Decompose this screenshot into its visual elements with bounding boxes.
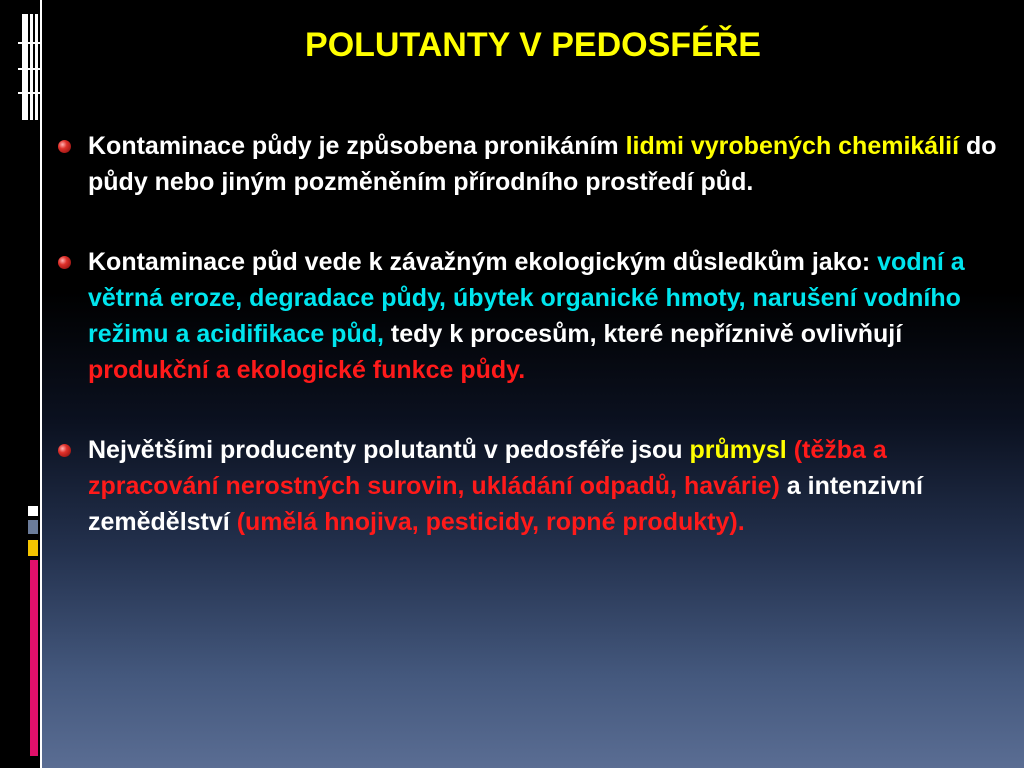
bullet-item [58,244,998,388]
bullet-item [58,432,998,540]
bullet-item [58,128,998,200]
left-divider-line [40,0,42,768]
highlighted-text: vodní a větrná eroze, degradace půdy, úbytek organické hmoty, narušení vodního režimu a acidifikace půd, [88,248,965,348]
bullet-text: Kontaminace půd vede k závažným ekologickým důsledkům jako: [88,248,878,276]
deco-stripe [18,68,40,70]
deco-accent [28,506,38,516]
deco-accent [28,540,38,556]
deco-stripe [18,92,40,94]
deco-stripe [30,14,33,120]
bullet-text: do půdy nebo jiným pozměněním přírodního prostředí půd. [88,132,997,196]
bullet-icon [58,140,71,153]
deco-accent [30,560,38,756]
deco-stripe [22,14,28,120]
bullet-list [58,128,998,584]
slide-title: POLUTANTY V PEDOSFÉŘE [305,26,761,64]
bullet-text: Největšími producenty polutantů v pedosféře jsou [88,436,690,464]
highlighted-text: (těžba a zpracování nerostných surovin, ukládání odpadů, havárie) [88,436,887,500]
bullet-text: a intenzivní zemědělství [88,472,923,536]
highlighted-text: produkční a ekologické funkce půdy. [88,356,526,384]
deco-stripe [35,14,38,120]
highlighted-text: průmysl [689,436,787,464]
highlighted-text: (umělá hnojiva, pesticidy, ropné produkty). [236,508,745,536]
bullet-icon [58,444,71,457]
highlighted-text: lidmi vyrobených chemikálií [625,132,960,160]
deco-stripe [18,42,40,44]
deco-accent [28,520,38,534]
bullet-text: Kontaminace půdy je způsobena pronikáním [88,132,626,160]
bullet-icon [58,256,71,269]
bullet-text: tedy k procesům, které nepříznivě ovlivňují [383,320,903,348]
